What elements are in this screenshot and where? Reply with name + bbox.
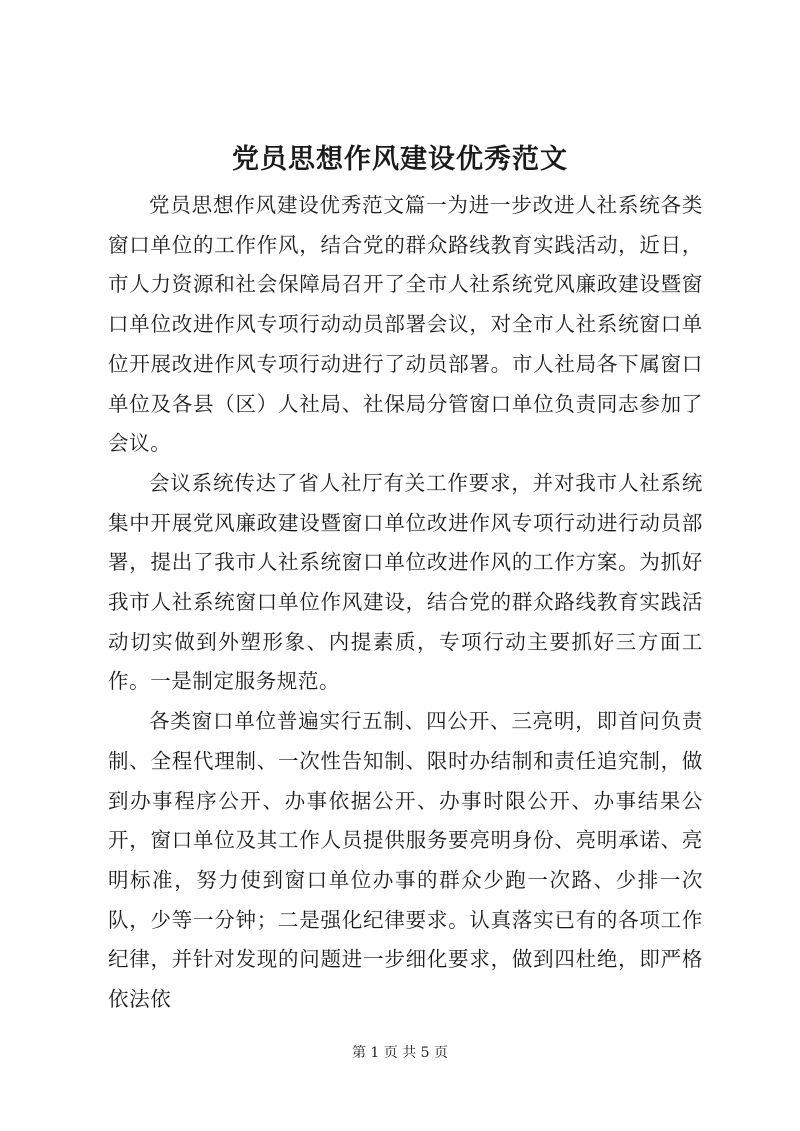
paragraph-3: 各类窗口单位普遍实行五制、四公开、三亮明，即首问负责制、全程代理制、一次性告知制、限时办结制和责任追究制，做到办事程序公开、办事依据公开、办事时限公开、办事结果公开，窗口单位及其工作人员提供服务要亮明身份、亮明承诺、亮明标准，努力使到窗口单位办事的群众少跑一次路、少排一次队，少等一分钟；二是强化纪律要求。认真落实已有的各项工作纪律，并针对发现的问题进一步细化要求，做到四杜绝，即严格依法依 — [108, 709, 703, 1012]
paragraph-2: 会议系统传达了省人社厅有关工作要求，并对我市人社系统集中开展党风廉政建设暨窗口单位改进作风专项行动进行动员部署，提出了我市人社系统窗口单位改进作风的工作方案。为抓好我市人社系统窗口单位作风建设，结合党的群众路线教育实践活动切实做到外塑形象、内提素质，专项行动主要抓好三方面工作。一是制定服务规范。 — [108, 470, 703, 694]
paragraph-1: 党员思想作风建设优秀范文篇一为进一步改进人社系统各类窗口单位的工作作风，结合党的群众路线教育实践活动，近日，市人力资源和社会保障局召开了全市人社系统党风廉政建设暨窗口单位改进作风专项行动动员部署会议，对全市人社系统窗口单位开展改进作风专项行动进行了动员部署。市人社局各下属窗口单位及各县（区）人社局、社保局分管窗口单位负责同志参加了会议。 — [108, 193, 703, 456]
document-body — [108, 186, 703, 1020]
document-title: 党员思想作风建设优秀范文 — [232, 144, 568, 175]
page-number-footer: 第 1 页 共 5 页 — [351, 1045, 449, 1061]
